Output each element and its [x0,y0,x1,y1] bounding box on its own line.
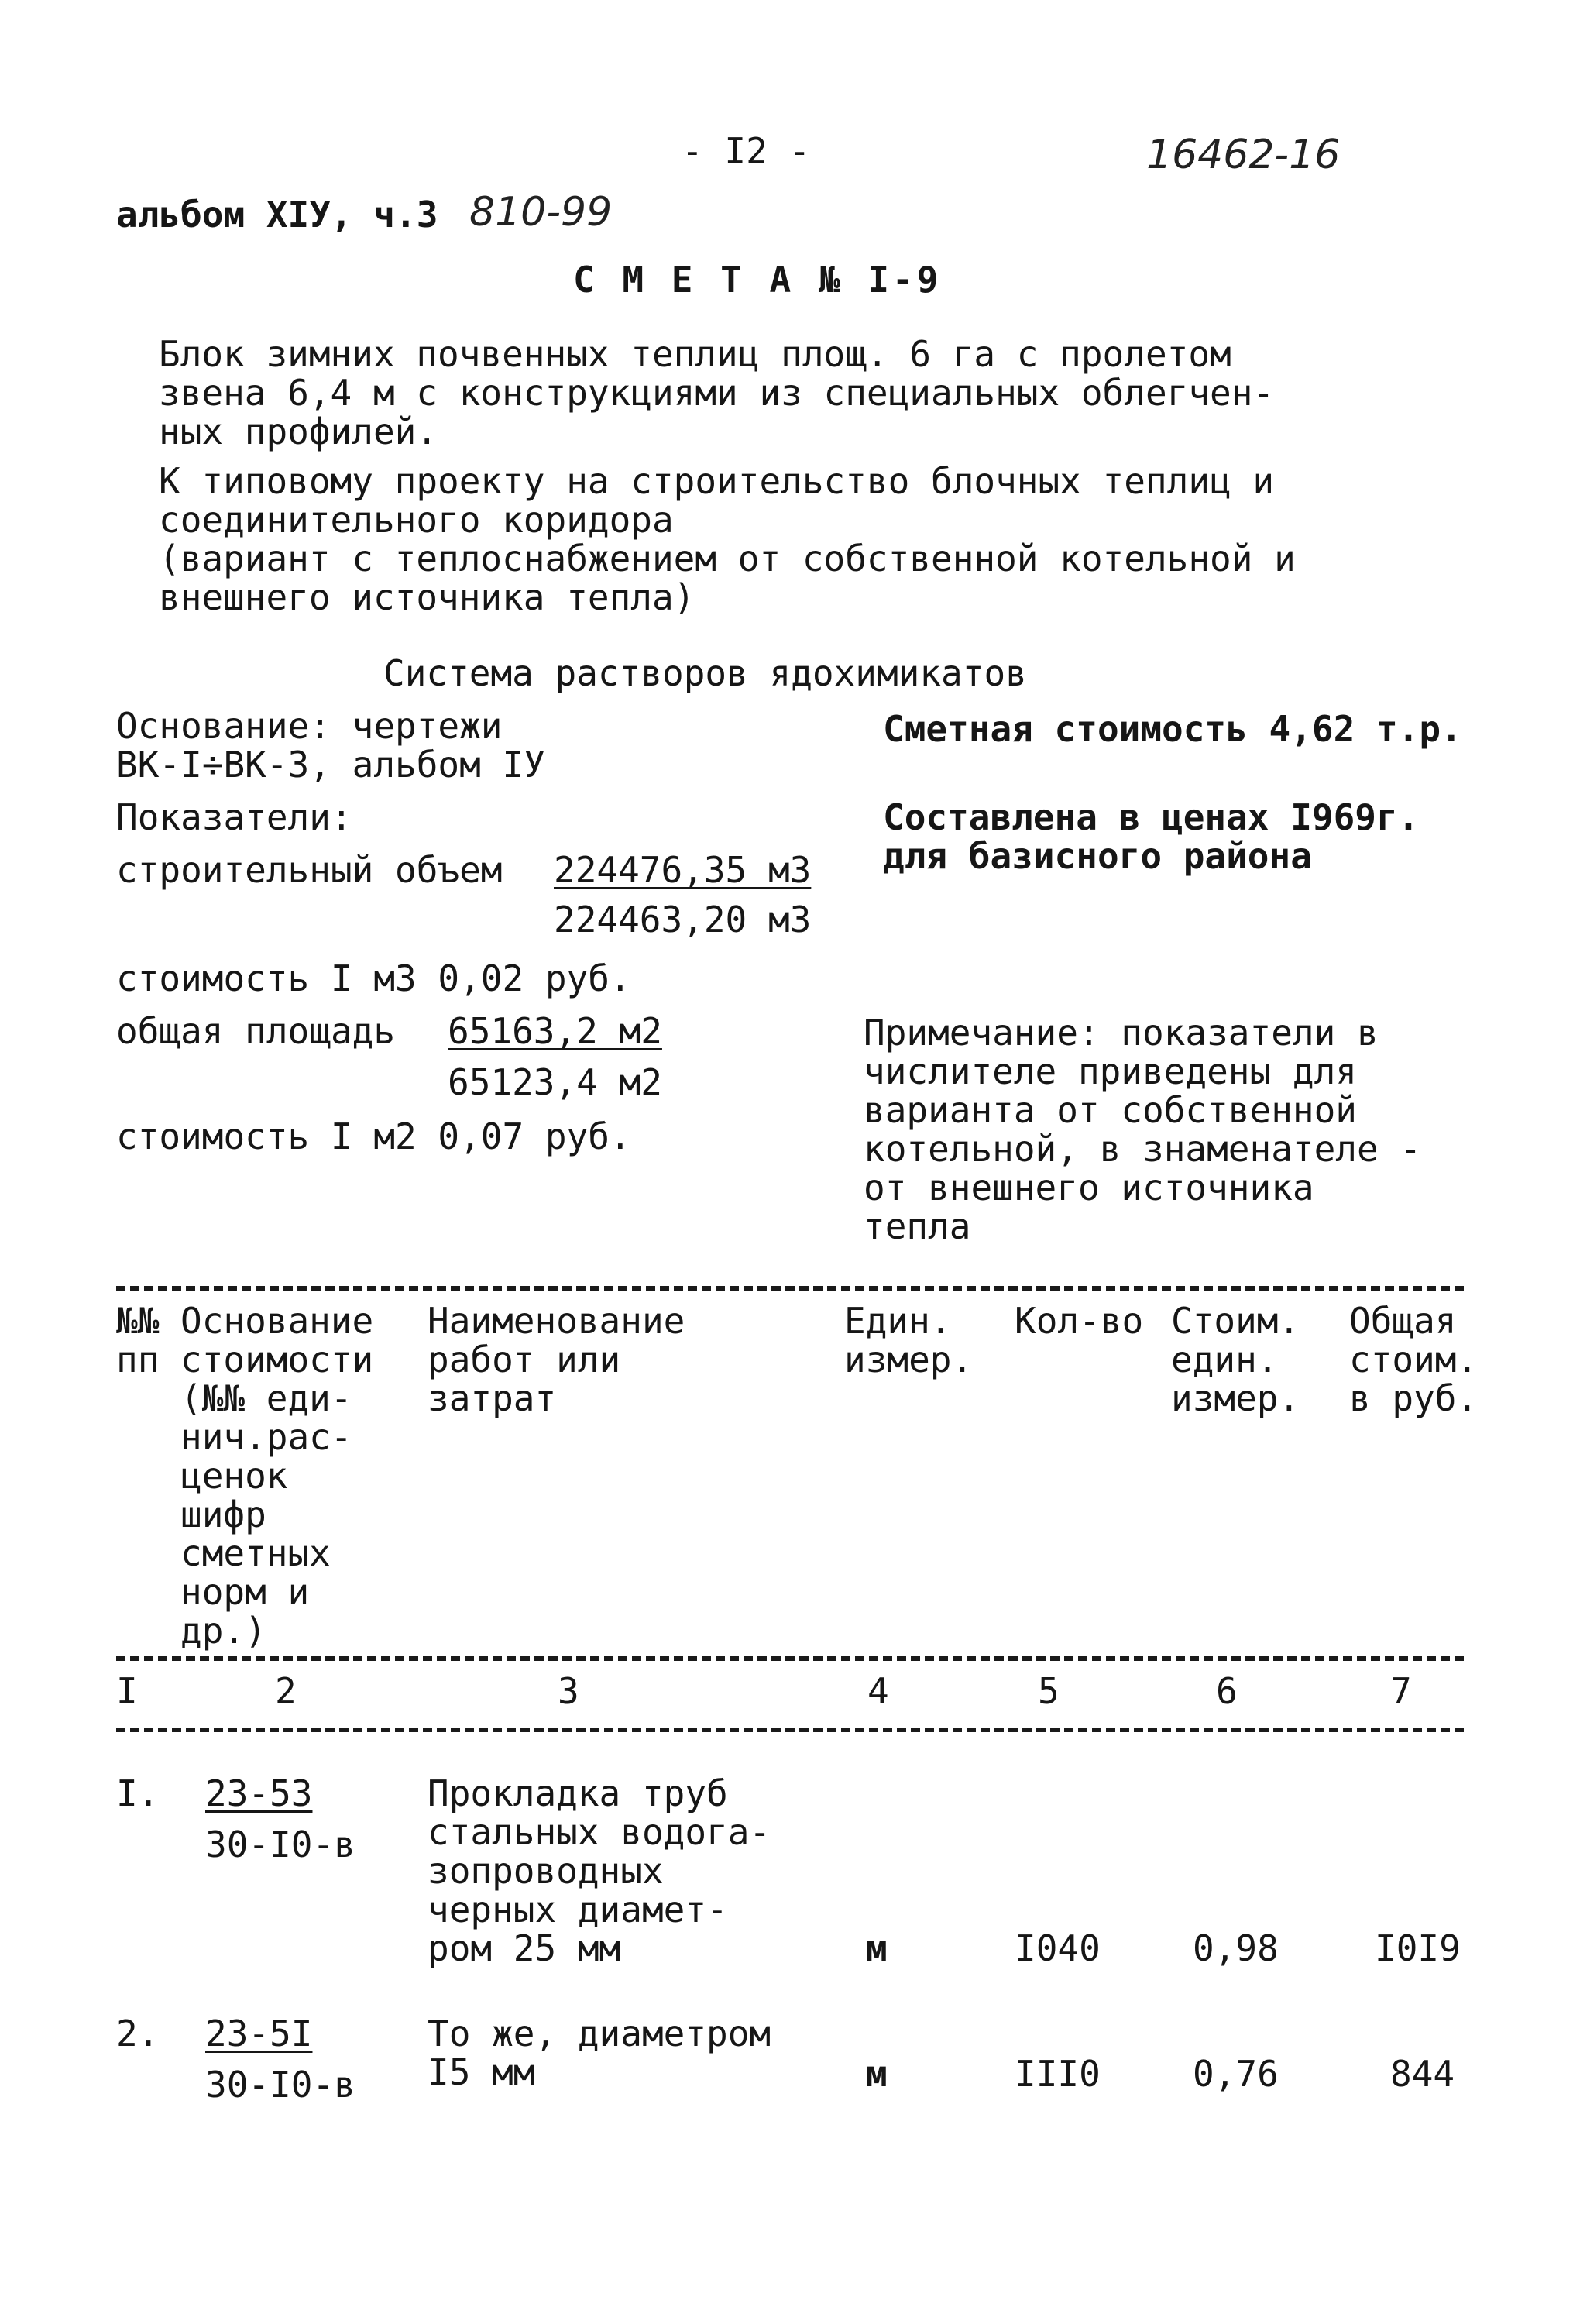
row-2-code-numerator: 23-5I [205,2013,313,2054]
header-total-cost: Общая стоим. в руб. [1349,1300,1479,1419]
row-1-number: I. [116,1772,160,1814]
header-unit-cost: Стоим. един. измер. [1171,1300,1300,1419]
column-number-1: I [116,1670,138,1712]
document-code-handwritten: 16462-16 [1146,132,1341,178]
area-numerator: 65163,2 м2 [448,1010,662,1052]
system-title: Система растворов ядохимикатов [383,652,1027,694]
row-2-number: 2. [116,2013,160,2054]
header-row-number: №№ пп [116,1300,160,1380]
row-2-work-name: То же, диаметром I5 мм [428,2013,771,2093]
cost-per-m2: стоимость I м2 0,07 руб. [116,1116,631,1157]
project-reference: К типовому проекту на строительство блочных теплиц и соединительного коридора (вариант с теплоснабжением от собственной котельной и внешнего источника тепла) [159,460,1296,618]
column-number-7: 7 [1390,1670,1412,1712]
header-unit: Един. измер. [844,1300,974,1380]
area-label: общая площадь [116,1010,396,1052]
row-1-code-denominator: 30-I0-в [205,1824,355,1865]
volume-numerator: 224476,35 м3 [554,849,812,891]
estimate-title: С М Е Т А № I-9 [573,259,942,301]
basis-drawings: Основание: чертежи ВК-I÷ВК-3, альбом IУ [116,705,545,786]
area-denominator: 65123,4 м2 [448,1061,662,1103]
column-number-2: 2 [275,1670,297,1712]
header-quantity: Кол-во [1015,1300,1144,1342]
album-handwritten-number: 810-99 [469,189,613,235]
row-1-unit: м [866,1927,888,1969]
header-work-name: Наименование работ или затрат [428,1300,685,1419]
page-number: - I2 - [682,130,811,172]
row-2-code-denominator: 30-I0-в [205,2064,355,2106]
column-number-4: 4 [867,1670,889,1712]
row-1-total-cost: I0I9 [1375,1927,1461,1969]
column-number-5: 5 [1038,1670,1060,1712]
header-cost-basis: Основание стоимости (№№ еди- нич.рас- ценок шифр сметных норм и др.) [180,1300,374,1652]
album-reference: альбом XIУ, ч.3 [116,194,438,235]
row-1-quantity: I040 [1015,1927,1101,1969]
estimate-description: Блок зимних почвенных теплиц площ. 6 га с пролетом звена 6,4 м с конструкциями из специальных облегчен- ных профилей. [159,333,1275,452]
column-number-6: 6 [1216,1670,1238,1712]
prices-note: Составлена в ценах I969г. для базисного района [883,796,1420,877]
indicators-label: Показатели: [116,796,352,838]
volume-label: строительный объем [116,849,503,891]
volume-denominator: 224463,20 м3 [554,899,812,940]
table-header-rule [116,1656,1464,1661]
column-number-3: 3 [558,1670,579,1712]
row-2-quantity: III0 [1015,2053,1101,2095]
cost-per-m3: стоимость I м3 0,02 руб. [116,957,631,999]
table-column-numbers-rule [116,1728,1464,1732]
row-1-code-numerator: 23-53 [205,1772,313,1814]
row-1-work-name: Прокладка труб стальных водога- зопроводных черных диамет- ром 25 мм [428,1772,771,1969]
estimated-cost: Сметная стоимость 4,62 т.р. [883,708,1462,750]
row-2-total-cost: 844 [1390,2053,1455,2095]
row-2-unit: м [866,2053,888,2095]
row-1-unit-cost: 0,98 [1193,1927,1279,1969]
table-top-rule [116,1286,1464,1291]
indicators-note: Примечание: показатели в числителе приведены для варианта от собственной котельной, в знаменателе - от внешнего источника тепла [864,1012,1422,1247]
row-2-unit-cost: 0,76 [1193,2053,1279,2095]
